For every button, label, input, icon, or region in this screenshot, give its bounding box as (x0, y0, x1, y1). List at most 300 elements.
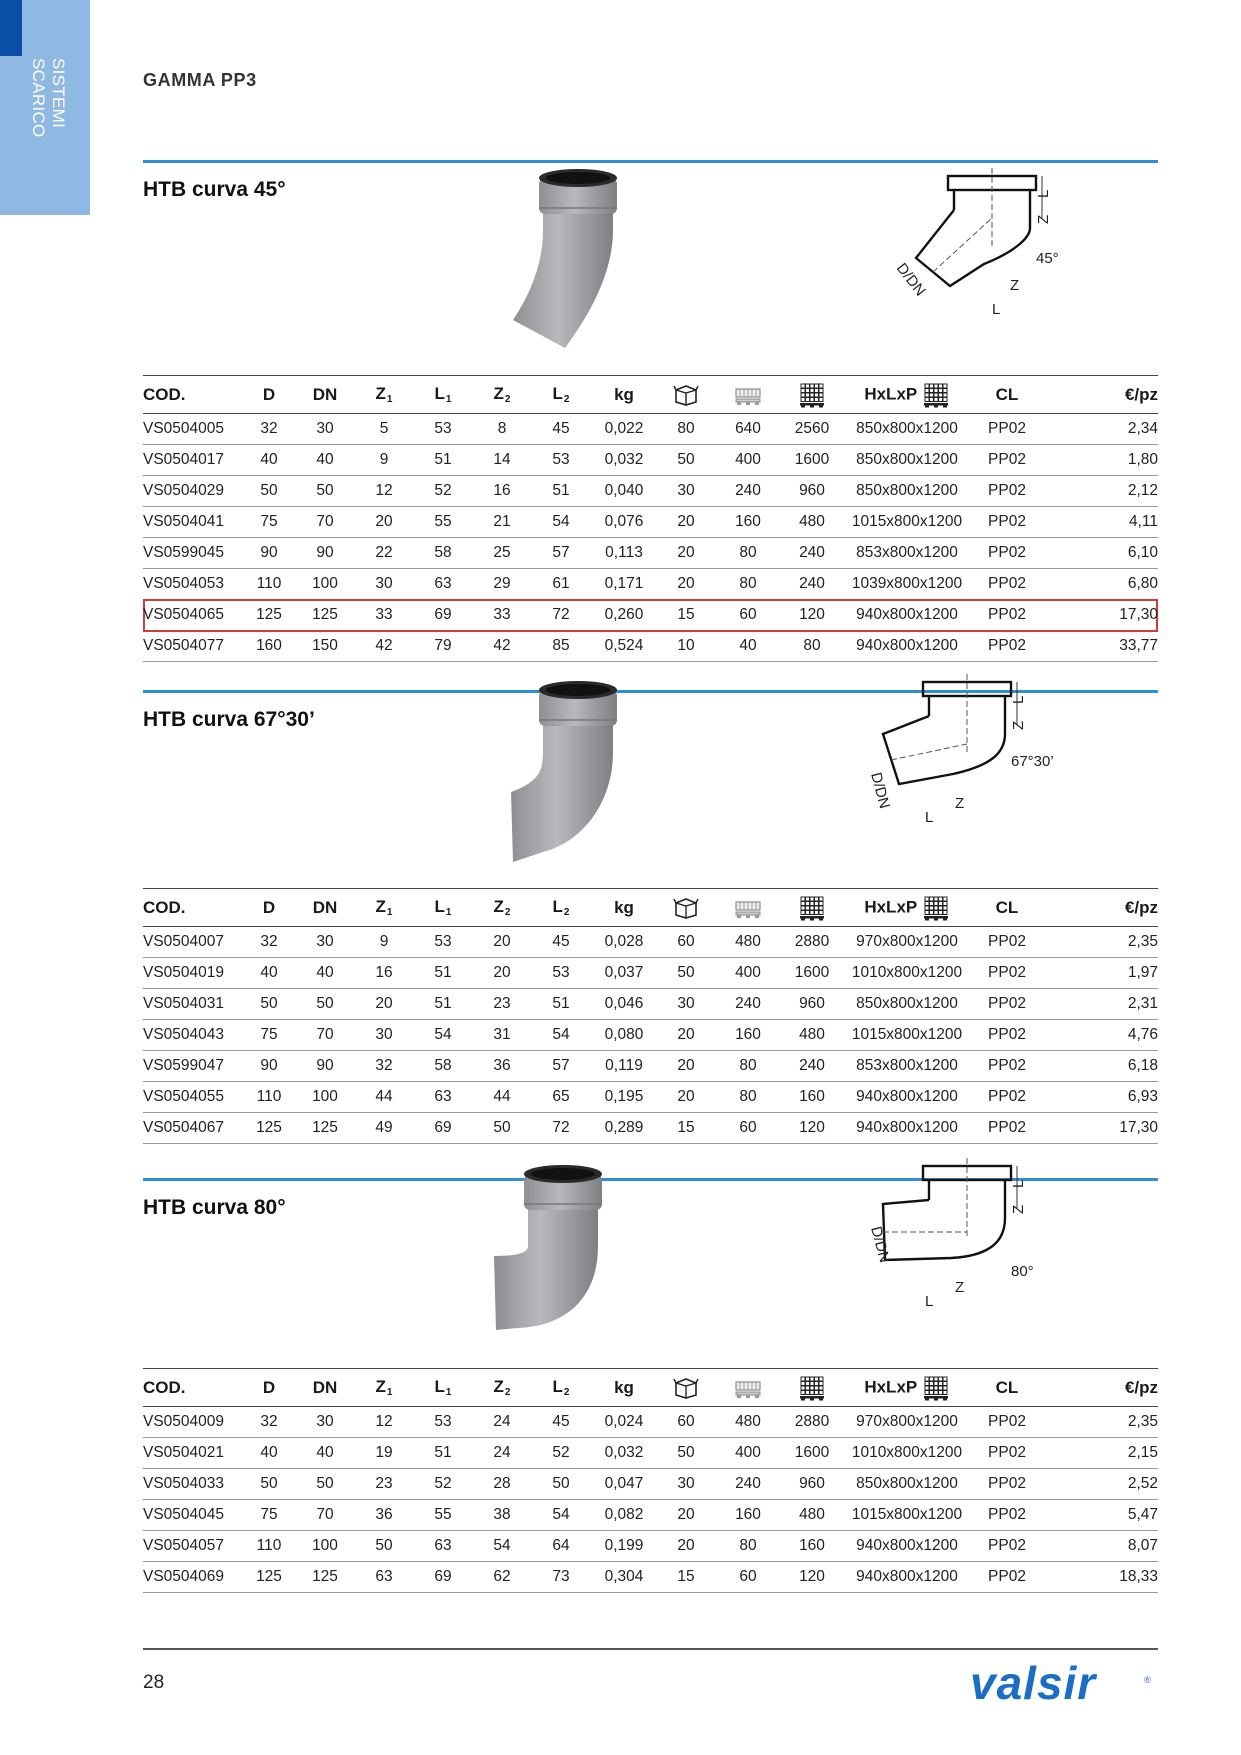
table-cell: 0,040 (591, 476, 657, 507)
table-cell: 20 (355, 989, 413, 1020)
table-cell: VS0504043 (143, 1020, 243, 1051)
table-cell: 2560 (781, 414, 843, 445)
section-title: HTB curva 45° (143, 178, 286, 201)
table-cell: 52 (413, 476, 473, 507)
spec-table (143, 1368, 1158, 1593)
table-cell: 160 (715, 507, 781, 538)
table-cell: 10 (657, 631, 715, 662)
table-cell: 940x800x1200 (843, 600, 971, 631)
table-cell: 29 (473, 569, 531, 600)
table-cell: 125 (295, 1562, 355, 1593)
table-cell: VS0504017 (143, 445, 243, 476)
table-cell: 54 (413, 1020, 473, 1051)
table-row (143, 1082, 1158, 1113)
table-cell: 0,119 (591, 1051, 657, 1082)
table-cell: 55 (413, 507, 473, 538)
table-cell: 30 (295, 927, 355, 958)
table-cell: 50 (243, 1469, 295, 1500)
table-cell: 240 (781, 569, 843, 600)
col-z1: $Z_1$ (355, 1369, 413, 1407)
technical-drawing (888, 168, 1088, 343)
col-layer (715, 889, 781, 927)
table-cell: 51 (413, 989, 473, 1020)
table-cell: 160 (715, 1500, 781, 1531)
table-row (143, 476, 1158, 507)
table-row (143, 631, 1158, 662)
col-l1: $L_1$ (413, 889, 473, 927)
table-cell: VS0599047 (143, 1051, 243, 1082)
table-cell: PP02 (971, 414, 1043, 445)
table-cell: 50 (657, 445, 715, 476)
sidebar-tab-label: SISTEMI SCARICO (29, 58, 68, 138)
table-cell: 50 (657, 958, 715, 989)
table-cell: 0,032 (591, 445, 657, 476)
table-cell: VS0504021 (143, 1438, 243, 1469)
technical-drawing (863, 674, 1063, 849)
col-dimensions: HxLxP (843, 889, 971, 927)
pallet-icon (798, 895, 826, 921)
col-code: COD. (143, 889, 243, 927)
table-cell: 53 (531, 445, 591, 476)
table-cell: 240 (715, 1469, 781, 1500)
table-cell: 49 (355, 1113, 413, 1144)
table-cell: VS0504045 (143, 1500, 243, 1531)
table-cell: 30 (355, 569, 413, 600)
col-box (657, 1369, 715, 1407)
table-cell: 17,30 (1043, 600, 1158, 631)
table-cell: 850x800x1200 (843, 414, 971, 445)
table-cell: 50 (355, 1531, 413, 1562)
table-cell: 120 (781, 1113, 843, 1144)
table-cell: 0,028 (591, 927, 657, 958)
table-cell: 160 (715, 1020, 781, 1051)
table-cell: 0,046 (591, 989, 657, 1020)
table-cell: VS0504069 (143, 1562, 243, 1593)
table-cell: 40 (295, 958, 355, 989)
svg-text:D/DN: D/DN (867, 1224, 894, 1265)
svg-text:Z: Z (1010, 720, 1027, 730)
table-cell: 22 (355, 538, 413, 569)
table-cell: 60 (657, 1407, 715, 1438)
table-cell: 2,52 (1043, 1469, 1158, 1500)
table-cell: 73 (531, 1562, 591, 1593)
table-row (143, 1051, 1158, 1082)
table-row (143, 1113, 1158, 1144)
svg-text:Z: Z (1010, 277, 1020, 294)
svg-text:80°: 80° (1011, 1263, 1034, 1280)
table-cell: 125 (295, 600, 355, 631)
table-cell: 5 (355, 414, 413, 445)
table-cell: 19 (355, 1438, 413, 1469)
table-cell: 36 (473, 1051, 531, 1082)
pallet-layer-icon (734, 383, 762, 407)
col-dimensions: HxLxP (843, 1369, 971, 1407)
table-cell: 970x800x1200 (843, 1407, 971, 1438)
table-row (143, 600, 1158, 631)
table-cell: PP02 (971, 1020, 1043, 1051)
table-cell: 0,024 (591, 1407, 657, 1438)
table-cell: 30 (657, 476, 715, 507)
col-l1: $L_1$ (413, 376, 473, 414)
table-row (143, 958, 1158, 989)
table-cell: 12 (355, 476, 413, 507)
table-cell: 1,97 (1043, 958, 1158, 989)
table-cell: 33,77 (1043, 631, 1158, 662)
svg-text:Z: Z (955, 795, 965, 812)
table-cell: 80 (715, 538, 781, 569)
table-cell: 20 (657, 1531, 715, 1562)
table-cell: 0,037 (591, 958, 657, 989)
table-cell: 79 (413, 631, 473, 662)
col-z2: $Z_2$ (473, 376, 531, 414)
table-cell: 57 (531, 538, 591, 569)
table-header-row (143, 1369, 1158, 1407)
table-cell: 960 (781, 476, 843, 507)
col-z1: $Z_1$ (355, 376, 413, 414)
section-title: HTB curva 67°30’ (143, 708, 315, 731)
table-cell: 20 (657, 538, 715, 569)
table-cell: 60 (657, 927, 715, 958)
table-cell: 32 (243, 414, 295, 445)
table-cell: 8,07 (1043, 1531, 1158, 1562)
col-d: D (243, 889, 295, 927)
product-photo (488, 1156, 648, 1361)
table-cell: 1015x800x1200 (843, 1020, 971, 1051)
table-row (143, 1531, 1158, 1562)
table-row (143, 569, 1158, 600)
table-cell: 55 (413, 1500, 473, 1531)
table-cell: 40 (295, 1438, 355, 1469)
table-cell: PP02 (971, 1051, 1043, 1082)
table-cell: 45 (531, 414, 591, 445)
table-cell: 75 (243, 507, 295, 538)
table-cell: 1039x800x1200 (843, 569, 971, 600)
col-dimensions: HxLxP (843, 376, 971, 414)
table-cell: 50 (295, 476, 355, 507)
table-cell: PP02 (971, 1438, 1043, 1469)
table-cell: 32 (355, 1051, 413, 1082)
col-layer (715, 1369, 781, 1407)
pallet-layer-icon (734, 1376, 762, 1400)
table-cell: 1600 (781, 445, 843, 476)
product-photo (503, 672, 663, 877)
table-cell: 75 (243, 1020, 295, 1051)
table-cell: VS0504019 (143, 958, 243, 989)
table-cell: 30 (657, 989, 715, 1020)
table-cell: 40 (243, 445, 295, 476)
table-cell: 8 (473, 414, 531, 445)
table-cell: 125 (243, 1113, 295, 1144)
table-cell: 50 (295, 989, 355, 1020)
table-cell: 6,93 (1043, 1082, 1158, 1113)
table-cell: PP02 (971, 927, 1043, 958)
table-cell: 32 (243, 927, 295, 958)
table-cell: 4,76 (1043, 1020, 1158, 1051)
table-cell: VS0504077 (143, 631, 243, 662)
table-cell: 90 (295, 538, 355, 569)
col-code: COD. (143, 376, 243, 414)
table-row (143, 1469, 1158, 1500)
table-cell: VS0504057 (143, 1531, 243, 1562)
table-cell: 62 (473, 1562, 531, 1593)
table-cell: 58 (413, 538, 473, 569)
table-cell: 120 (781, 600, 843, 631)
table-cell: 60 (715, 1113, 781, 1144)
table-cell: PP02 (971, 569, 1043, 600)
col-pallet (781, 889, 843, 927)
col-price: €/pz (1043, 1369, 1158, 1407)
table-cell: 40 (243, 958, 295, 989)
table-cell: 850x800x1200 (843, 445, 971, 476)
table-header-row (143, 376, 1158, 414)
sidebar-tab (0, 0, 90, 215)
col-d: D (243, 1369, 295, 1407)
table-cell: 125 (243, 1562, 295, 1593)
table-cell: VS0504041 (143, 507, 243, 538)
table-cell: PP02 (971, 476, 1043, 507)
table-cell: 40 (295, 445, 355, 476)
table-cell: 1015x800x1200 (843, 507, 971, 538)
table-cell: 20 (473, 958, 531, 989)
col-pallet (781, 376, 843, 414)
table-cell: 20 (657, 507, 715, 538)
svg-text:Z: Z (1010, 1204, 1027, 1214)
spec-table (143, 375, 1158, 662)
table-cell: PP02 (971, 1113, 1043, 1144)
table-cell: 50 (531, 1469, 591, 1500)
table-cell: 15 (657, 600, 715, 631)
table-cell: PP02 (971, 600, 1043, 631)
table-cell: 80 (781, 631, 843, 662)
table-cell: VS0504007 (143, 927, 243, 958)
table-cell: VS0504031 (143, 989, 243, 1020)
section-curva-67-30 (143, 690, 1158, 1136)
svg-text:L: L (1035, 189, 1052, 198)
table-cell: 970x800x1200 (843, 927, 971, 958)
table-cell: VS0504065 (143, 600, 243, 631)
table-cell: 2,12 (1043, 476, 1158, 507)
table-cell: 69 (413, 1562, 473, 1593)
table-cell: 72 (531, 1113, 591, 1144)
product-photo (503, 160, 663, 365)
table-cell: 0,047 (591, 1469, 657, 1500)
table-cell: 80 (715, 569, 781, 600)
table-cell: 110 (243, 1531, 295, 1562)
table-cell: 640 (715, 414, 781, 445)
table-cell: 480 (715, 927, 781, 958)
table-cell: 64 (531, 1531, 591, 1562)
svg-text:D/DN: D/DN (892, 259, 929, 300)
technical-drawing (863, 1158, 1063, 1333)
col-z2: $Z_2$ (473, 1369, 531, 1407)
range-title: GAMMA PP3 (143, 70, 257, 90)
table-cell: 38 (473, 1500, 531, 1531)
table-cell: 45 (531, 1407, 591, 1438)
table-cell: 0,076 (591, 507, 657, 538)
table-cell: 25 (473, 538, 531, 569)
table-cell: 850x800x1200 (843, 989, 971, 1020)
table-cell: PP02 (971, 1500, 1043, 1531)
table-cell: 1010x800x1200 (843, 1438, 971, 1469)
col-l1: $L_1$ (413, 1369, 473, 1407)
table-cell: 6,10 (1043, 538, 1158, 569)
box-icon (673, 1376, 699, 1400)
table-cell: PP02 (971, 538, 1043, 569)
col-dn: DN (295, 889, 355, 927)
table-cell: 53 (531, 958, 591, 989)
table-cell: 100 (295, 1082, 355, 1113)
table-cell: 160 (781, 1082, 843, 1113)
table-cell: 240 (715, 989, 781, 1020)
table-cell: 72 (531, 600, 591, 631)
table-cell: 9 (355, 445, 413, 476)
table-cell: 14 (473, 445, 531, 476)
col-l2: $L_2$ (531, 1369, 591, 1407)
table-cell: 90 (243, 1051, 295, 1082)
table-cell: 52 (531, 1438, 591, 1469)
col-kg: kg (591, 1369, 657, 1407)
table-cell: 28 (473, 1469, 531, 1500)
table-cell: 0,195 (591, 1082, 657, 1113)
table-cell: 63 (355, 1562, 413, 1593)
table-cell: 1600 (781, 958, 843, 989)
table-cell: 20 (657, 569, 715, 600)
table-cell: 51 (531, 989, 591, 1020)
section-curva-45 (143, 160, 1158, 655)
table-cell: 33 (355, 600, 413, 631)
table-cell: 480 (781, 1500, 843, 1531)
table-cell: 54 (531, 507, 591, 538)
table-cell: 40 (243, 1438, 295, 1469)
table-cell: 2,35 (1043, 927, 1158, 958)
table-cell: 57 (531, 1051, 591, 1082)
table-cell: 100 (295, 569, 355, 600)
page-number: 28 (143, 1672, 165, 1693)
col-dn: DN (295, 1369, 355, 1407)
table-cell: 125 (295, 1113, 355, 1144)
table-cell: 110 (243, 569, 295, 600)
valsir-logo (968, 1661, 1158, 1714)
table-cell: 6,80 (1043, 569, 1158, 600)
table-cell: 63 (413, 1531, 473, 1562)
table-cell: 85 (531, 631, 591, 662)
pallet-icon (798, 1375, 826, 1401)
table-cell: 53 (413, 927, 473, 958)
table-cell: 1,80 (1043, 445, 1158, 476)
pallet-layer-icon (734, 896, 762, 920)
table-cell: 30 (295, 414, 355, 445)
table-cell: 51 (531, 476, 591, 507)
svg-text:Z: Z (1035, 214, 1052, 224)
col-code: COD. (143, 1369, 243, 1407)
table-cell: PP02 (971, 1407, 1043, 1438)
table-cell: PP02 (971, 1082, 1043, 1113)
col-l2: $L_2$ (531, 889, 591, 927)
table-header-row (143, 889, 1158, 927)
col-d: D (243, 376, 295, 414)
table-cell: 23 (355, 1469, 413, 1500)
table-cell: 45 (531, 927, 591, 958)
svg-text:L: L (1010, 695, 1027, 704)
table-cell: 15 (657, 1113, 715, 1144)
table-row (143, 927, 1158, 958)
table-cell: 940x800x1200 (843, 1531, 971, 1562)
table-cell: 31 (473, 1020, 531, 1051)
table-cell: 20 (657, 1082, 715, 1113)
svg-text:67°30’: 67°30’ (1011, 753, 1054, 770)
col-box (657, 376, 715, 414)
table-cell: 50 (243, 476, 295, 507)
table-cell: 480 (781, 507, 843, 538)
table-cell: 70 (295, 1500, 355, 1531)
table-cell: VS0504067 (143, 1113, 243, 1144)
table-cell: 69 (413, 1113, 473, 1144)
table-cell: 2,31 (1043, 989, 1158, 1020)
svg-text:L: L (1010, 1179, 1027, 1188)
col-z2: $Z_2$ (473, 889, 531, 927)
table-cell: 125 (243, 600, 295, 631)
table-cell: 90 (295, 1051, 355, 1082)
table-cell: 480 (781, 1020, 843, 1051)
table-cell: VS0504009 (143, 1407, 243, 1438)
table-cell: 0,032 (591, 1438, 657, 1469)
table-cell: 70 (295, 1020, 355, 1051)
table-cell: 51 (413, 445, 473, 476)
svg-text:45°: 45° (1036, 250, 1059, 267)
table-cell: 6,18 (1043, 1051, 1158, 1082)
table-cell: 80 (657, 414, 715, 445)
table-cell: 80 (715, 1531, 781, 1562)
pallet-icon (922, 382, 950, 408)
footer-divider (143, 1648, 1158, 1650)
table-row (143, 1438, 1158, 1469)
table-cell: 75 (243, 1500, 295, 1531)
table-cell: 240 (781, 1051, 843, 1082)
col-price: €/pz (1043, 889, 1158, 927)
table-cell: 30 (295, 1407, 355, 1438)
table-cell: 50 (295, 1469, 355, 1500)
table-cell: 60 (715, 1562, 781, 1593)
table-cell: 850x800x1200 (843, 1469, 971, 1500)
col-box (657, 889, 715, 927)
table-cell: VS0504033 (143, 1469, 243, 1500)
section-curva-80 (143, 1178, 1158, 1585)
table-cell: 0,260 (591, 600, 657, 631)
svg-text:D/DN: D/DN (867, 770, 894, 811)
table-cell: 1015x800x1200 (843, 1500, 971, 1531)
col-price: €/pz (1043, 376, 1158, 414)
col-z1: $Z_1$ (355, 889, 413, 927)
table-cell: 54 (473, 1531, 531, 1562)
section-title: HTB curva 80° (143, 1196, 286, 1219)
table-cell: 16 (355, 958, 413, 989)
col-dn: DN (295, 376, 355, 414)
table-cell: 0,022 (591, 414, 657, 445)
table-row (143, 507, 1158, 538)
table-cell: 20 (657, 1020, 715, 1051)
table-cell: 940x800x1200 (843, 1082, 971, 1113)
table-cell: 120 (781, 1562, 843, 1593)
table-row (143, 414, 1158, 445)
spec-table (143, 888, 1158, 1144)
table-cell: 0,524 (591, 631, 657, 662)
table-cell: 20 (657, 1051, 715, 1082)
table-row (143, 445, 1158, 476)
table-cell: 2,35 (1043, 1407, 1158, 1438)
svg-text:L: L (925, 809, 934, 826)
table-cell: 853x800x1200 (843, 538, 971, 569)
table-cell: 42 (473, 631, 531, 662)
